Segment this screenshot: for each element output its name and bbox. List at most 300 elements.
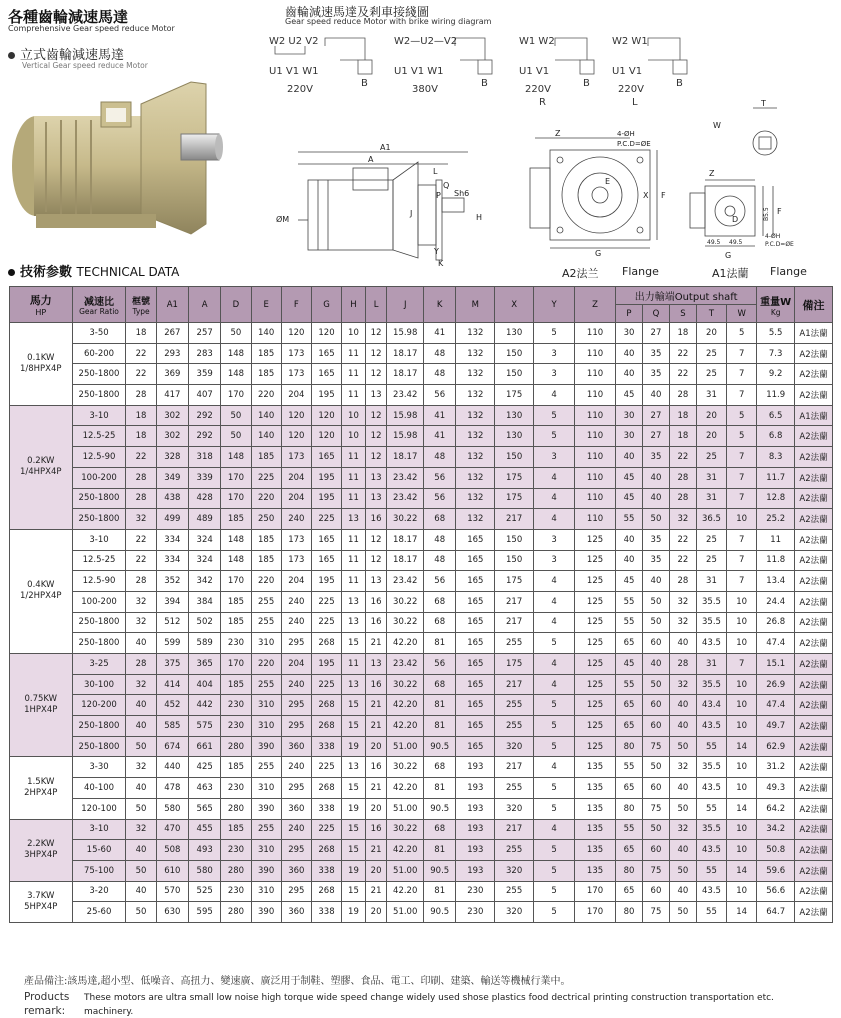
table-cell: 175: [495, 488, 534, 509]
table-cell: 7: [727, 467, 757, 488]
table-cell: 10: [342, 405, 366, 426]
table-cell: 12: [365, 364, 387, 385]
col-shaft: W: [727, 305, 757, 323]
table-cell: 18: [669, 323, 696, 344]
table-cell: 30.22: [387, 757, 424, 778]
table-row: [10, 881, 833, 902]
table-cell: 11: [342, 550, 366, 571]
table-cell: 185: [251, 364, 281, 385]
table-cell: 148: [221, 529, 251, 550]
table-cell: 130: [495, 323, 534, 344]
table-cell: 60: [642, 881, 669, 902]
table-cell: 7.3: [757, 343, 795, 364]
note-cell: A2法蘭: [795, 881, 833, 902]
table-cell: 65: [616, 633, 643, 654]
table-cell: 10: [727, 612, 757, 633]
table-cell: 43.5: [696, 840, 726, 861]
table-cell: 175: [495, 571, 534, 592]
table-cell: 14: [727, 860, 757, 881]
table-cell: 18: [669, 426, 696, 447]
table-cell: 55: [696, 798, 726, 819]
table-cell: 50: [126, 736, 156, 757]
table-cell: 310: [251, 695, 281, 716]
table-cell: 30.22: [387, 509, 424, 530]
hp-cell: 0.2KW 1/4HPX4P: [10, 405, 73, 529]
table-cell: 13: [365, 571, 387, 592]
table-row: [10, 343, 833, 364]
remark-en: These motors are ultra small low noise high torque wide speed change widely used shose plastics food dectrical printing construction transportation etc. machinery.: [84, 993, 774, 1017]
table-cell: 15.98: [387, 426, 424, 447]
table-cell: 40: [669, 840, 696, 861]
table-cell: 150: [495, 343, 534, 364]
table-cell: 60: [642, 778, 669, 799]
table-cell: 230: [221, 716, 251, 737]
table-cell: 4: [534, 757, 575, 778]
table-cell: 4: [534, 612, 575, 633]
table-cell: 7: [727, 343, 757, 364]
table-cell: 5: [534, 840, 575, 861]
table-cell: 10: [727, 819, 757, 840]
table-cell: 165: [456, 550, 495, 571]
table-cell: 204: [281, 467, 311, 488]
table-cell: 230: [221, 695, 251, 716]
table-cell: 35: [642, 529, 669, 550]
table-cell: 49.7: [757, 716, 795, 737]
dim-label: Z: [709, 169, 715, 178]
table-cell: 220: [251, 571, 281, 592]
table-cell: 5: [534, 633, 575, 654]
table-cell: 35: [642, 364, 669, 385]
table-cell: 324: [189, 529, 221, 550]
table-cell: 125: [575, 736, 616, 757]
table-cell: 4: [534, 509, 575, 530]
table-cell: 390: [251, 736, 281, 757]
table-cell: 22: [669, 343, 696, 364]
table-row: [10, 612, 833, 633]
table-cell: 40: [126, 840, 156, 861]
table-cell: 7: [727, 385, 757, 406]
table-cell: 3-10: [72, 819, 126, 840]
table-cell: 14: [727, 798, 757, 819]
table-body: [10, 323, 833, 923]
table-cell: 170: [221, 385, 251, 406]
table-cell: 185: [221, 819, 251, 840]
table-cell: 22: [126, 447, 156, 468]
table-cell: 22: [669, 529, 696, 550]
table-cell: 132: [456, 426, 495, 447]
table-cell: 148: [221, 447, 251, 468]
note-cell: A2法蘭: [795, 591, 833, 612]
col-dim: G: [311, 287, 341, 323]
dim-label: P: [436, 191, 441, 200]
table-cell: 185: [251, 343, 281, 364]
table-cell: 27: [642, 405, 669, 426]
table-cell: 28: [126, 571, 156, 592]
table-cell: 32: [126, 819, 156, 840]
table-cell: 359: [189, 364, 221, 385]
note-cell: A2法蘭: [795, 385, 833, 406]
table-cell: 22: [669, 550, 696, 571]
col-output-shaft: 出力輸端Output shaft: [616, 287, 757, 305]
table-cell: 27: [642, 426, 669, 447]
col-dim: Z: [575, 287, 616, 323]
table-cell: 25: [696, 447, 726, 468]
table-cell: 25-60: [72, 902, 126, 923]
table-cell: 125: [575, 550, 616, 571]
table-cell: 10: [727, 840, 757, 861]
bullet-icon: [8, 269, 15, 276]
wiring-diagram-220v-r: [515, 30, 605, 110]
table-cell: 3-10: [72, 405, 126, 426]
table-cell: 81: [424, 716, 456, 737]
table-cell: 140: [251, 426, 281, 447]
table-cell: 42.20: [387, 778, 424, 799]
table-cell: 75-100: [72, 860, 126, 881]
table-cell: 3-50: [72, 323, 126, 344]
table-cell: 12.5-25: [72, 550, 126, 571]
table-cell: 40: [642, 571, 669, 592]
dim-label: K: [438, 259, 444, 268]
table-cell: 40: [642, 654, 669, 675]
table-cell: 81: [424, 633, 456, 654]
table-cell: 55: [616, 757, 643, 778]
table-cell: 43.5: [696, 633, 726, 654]
table-row: [10, 447, 833, 468]
wiring-voltage: 380V: [412, 84, 438, 95]
dim-label: A: [368, 155, 374, 164]
small-flange-drawing: [685, 98, 835, 258]
table-cell: 43.5: [696, 778, 726, 799]
table-cell: 4: [534, 385, 575, 406]
table-cell: 7: [727, 529, 757, 550]
col-dim: M: [456, 287, 495, 323]
note-cell: A2法蘭: [795, 633, 833, 654]
dim-label: ØM: [276, 215, 290, 224]
table-cell: 59.6: [757, 860, 795, 881]
table-cell: 185: [251, 447, 281, 468]
table-cell: 170: [221, 571, 251, 592]
table-cell: 48: [424, 447, 456, 468]
table-cell: 12.5-90: [72, 447, 126, 468]
table-cell: 310: [251, 716, 281, 737]
table-row: [10, 571, 833, 592]
table-cell: 10: [727, 695, 757, 716]
table-cell: 135: [575, 778, 616, 799]
table-cell: 22: [126, 364, 156, 385]
table-cell: 65: [616, 881, 643, 902]
table-cell: 230: [221, 778, 251, 799]
table-cell: 338: [311, 736, 341, 757]
table-cell: 225: [311, 612, 341, 633]
table-cell: 217: [495, 591, 534, 612]
table-cell: 110: [575, 385, 616, 406]
table-row: [10, 405, 833, 426]
dim-label: W: [713, 121, 721, 130]
table-cell: 170: [575, 881, 616, 902]
table-cell: 23.42: [387, 571, 424, 592]
dim-label: P.C.D=ØE: [617, 140, 651, 148]
table-cell: 185: [221, 757, 251, 778]
note-cell: A2法蘭: [795, 674, 833, 695]
dim-label: X: [643, 191, 649, 200]
table-cell: 610: [156, 860, 188, 881]
dim-label: 49.5: [707, 239, 721, 246]
table-cell: 5: [534, 736, 575, 757]
table-row: [10, 591, 833, 612]
table-cell: 240: [281, 612, 311, 633]
col-shaft: T: [696, 305, 726, 323]
table-cell: 440: [156, 757, 188, 778]
table-cell: 15-60: [72, 840, 126, 861]
table-cell: 302: [156, 405, 188, 426]
wiring-top: W2 U2 V2: [269, 36, 319, 47]
flange-a2-en-label: Flange: [622, 265, 659, 278]
table-cell: 50: [221, 426, 251, 447]
table-row: [10, 488, 833, 509]
table-row: [10, 529, 833, 550]
table-cell: 132: [456, 364, 495, 385]
table-cell: 175: [495, 654, 534, 675]
table-cell: 3: [534, 364, 575, 385]
table-cell: 173: [281, 550, 311, 571]
table-cell: 320: [495, 736, 534, 757]
table-cell: 165: [311, 343, 341, 364]
table-cell: 384: [189, 591, 221, 612]
dim-label: T: [761, 99, 766, 108]
table-cell: 64.2: [757, 798, 795, 819]
table-cell: 40-100: [72, 778, 126, 799]
table-cell: 512: [156, 612, 188, 633]
page-title: 各種齒輪減速馬達: [8, 8, 129, 26]
note-cell: A2法蘭: [795, 509, 833, 530]
table-cell: 7: [727, 654, 757, 675]
table-cell: 18.17: [387, 550, 424, 571]
table-cell: 185: [221, 591, 251, 612]
note-cell: A1法蘭: [795, 323, 833, 344]
table-cell: 165: [456, 612, 495, 633]
table-cell: 32: [669, 674, 696, 695]
table-cell: 13: [365, 385, 387, 406]
table-cell: 318: [189, 447, 221, 468]
table-cell: 40: [616, 550, 643, 571]
table-cell: 45: [616, 571, 643, 592]
table-cell: 595: [189, 902, 221, 923]
table-cell: 21: [365, 695, 387, 716]
table-cell: 120-100: [72, 798, 126, 819]
table-cell: 193: [456, 757, 495, 778]
table-cell: 90.5: [424, 798, 456, 819]
table-cell: 50: [642, 509, 669, 530]
table-cell: 11: [342, 385, 366, 406]
table-cell: 13: [365, 654, 387, 675]
table-cell: 110: [575, 343, 616, 364]
table-cell: 11: [342, 364, 366, 385]
table-cell: 425: [189, 757, 221, 778]
table-cell: 51.00: [387, 736, 424, 757]
table-cell: 8.3: [757, 447, 795, 468]
col-hp: 馬力 HP: [10, 287, 73, 323]
table-cell: 132: [456, 343, 495, 364]
table-cell: 4: [534, 674, 575, 695]
table-cell: 5: [727, 405, 757, 426]
table-row: [10, 467, 833, 488]
table-cell: 50: [221, 405, 251, 426]
dim-label: Q: [443, 181, 450, 190]
table-cell: 295: [281, 716, 311, 737]
flange-a1-label: A1法蘭: [712, 267, 749, 280]
table-cell: 11.9: [757, 385, 795, 406]
remark-en-label: Products remark:: [24, 991, 70, 1017]
table-cell: 65: [616, 778, 643, 799]
table-cell: 48: [424, 529, 456, 550]
table-cell: 280: [221, 902, 251, 923]
table-cell: 50: [126, 860, 156, 881]
table-cell: 30: [616, 323, 643, 344]
note-cell: A2法蘭: [795, 571, 833, 592]
table-cell: 40: [616, 529, 643, 550]
table-cell: 32: [126, 674, 156, 695]
table-cell: 19: [342, 902, 366, 923]
note-cell: A2法蘭: [795, 654, 833, 675]
table-cell: 32: [669, 591, 696, 612]
table-cell: 12.5-90: [72, 571, 126, 592]
wiring-top: W1 W2: [519, 36, 555, 47]
table-cell: 50: [669, 798, 696, 819]
table-cell: 360: [281, 736, 311, 757]
note-cell: A2法蘭: [795, 736, 833, 757]
table-cell: 470: [156, 819, 188, 840]
dim-label: J: [410, 209, 413, 218]
table-cell: 28: [669, 488, 696, 509]
table-cell: 120: [311, 405, 341, 426]
table-cell: 165: [456, 736, 495, 757]
dim-label: Sh6: [454, 189, 470, 198]
table-cell: 31: [696, 571, 726, 592]
table-cell: 250: [251, 509, 281, 530]
table-cell: 40: [642, 467, 669, 488]
table-cell: 230: [221, 633, 251, 654]
table-cell: 22: [126, 343, 156, 364]
page-subtitle: Comprehensive Gear speed reduce Motor: [8, 24, 175, 33]
table-cell: 599: [156, 633, 188, 654]
table-cell: 13: [365, 467, 387, 488]
table-cell: 40: [642, 488, 669, 509]
note-cell: A1法蘭: [795, 405, 833, 426]
table-cell: 3-30: [72, 757, 126, 778]
table-cell: 565: [189, 798, 221, 819]
table-cell: 173: [281, 343, 311, 364]
table-cell: 204: [281, 488, 311, 509]
wiring-brake: B: [361, 78, 368, 89]
wiring-voltage: 220V: [287, 84, 313, 95]
table-cell: 217: [495, 612, 534, 633]
table-cell: 255: [495, 840, 534, 861]
table-cell: 585: [156, 716, 188, 737]
table-cell: 280: [221, 798, 251, 819]
table-cell: 110: [575, 426, 616, 447]
table-cell: 30-100: [72, 674, 126, 695]
table-cell: 230: [456, 881, 495, 902]
table-cell: 40: [616, 364, 643, 385]
note-cell: A2法蘭: [795, 488, 833, 509]
col-dim: Y: [534, 287, 575, 323]
table-cell: 16: [365, 757, 387, 778]
table-cell: 5.5: [757, 323, 795, 344]
col-ratio: 减速比 Gear Ratio: [72, 287, 126, 323]
table-cell: 150: [495, 364, 534, 385]
table-cell: 21: [365, 716, 387, 737]
table-cell: 110: [575, 447, 616, 468]
table-cell: 56: [424, 488, 456, 509]
table-cell: 75: [642, 798, 669, 819]
table-cell: 132: [456, 509, 495, 530]
table-cell: 32: [126, 757, 156, 778]
table-cell: 375: [156, 654, 188, 675]
wiring-brake: B: [481, 78, 488, 89]
table-row: [10, 695, 833, 716]
wiring-dir: R: [539, 97, 546, 108]
table-cell: 132: [456, 447, 495, 468]
table-cell: 130: [495, 405, 534, 426]
table-cell: 173: [281, 364, 311, 385]
table-cell: 42.20: [387, 695, 424, 716]
table-cell: 295: [281, 695, 311, 716]
table-cell: 575: [189, 716, 221, 737]
table-cell: 60-200: [72, 343, 126, 364]
table-cell: 50: [642, 757, 669, 778]
table-cell: 250-1800: [72, 385, 126, 406]
hp-cell: 0.1KW 1/8HPX4P: [10, 323, 73, 406]
table-cell: 60: [642, 716, 669, 737]
wiring-bottom: U1 V1 W1: [394, 66, 444, 77]
table-cell: 20: [696, 323, 726, 344]
table-cell: 250-1800: [72, 488, 126, 509]
table-cell: 165: [456, 571, 495, 592]
table-cell: 21: [365, 881, 387, 902]
table-cell: 21: [365, 778, 387, 799]
table-cell: 5: [534, 695, 575, 716]
table-cell: 250-1800: [72, 716, 126, 737]
table-cell: 125: [575, 633, 616, 654]
table-cell: 20: [696, 405, 726, 426]
table-cell: 100-200: [72, 467, 126, 488]
dim-label: 4-ØH: [617, 130, 635, 138]
table-cell: 31: [696, 385, 726, 406]
table-cell: 125: [575, 529, 616, 550]
note-cell: A2法蘭: [795, 840, 833, 861]
table-cell: 50: [642, 612, 669, 633]
wiring-brake: B: [676, 78, 683, 89]
table-cell: 35: [642, 550, 669, 571]
table-cell: 16: [365, 591, 387, 612]
table-cell: 302: [156, 426, 188, 447]
table-cell: 28: [126, 385, 156, 406]
table-cell: 26.8: [757, 612, 795, 633]
note-cell: A2法蘭: [795, 798, 833, 819]
table-cell: 13: [365, 488, 387, 509]
table-cell: 165: [311, 364, 341, 385]
table-cell: 250-1800: [72, 633, 126, 654]
table-cell: 280: [221, 736, 251, 757]
table-cell: 193: [456, 798, 495, 819]
table-cell: 185: [251, 550, 281, 571]
table-cell: 414: [156, 674, 188, 695]
table-cell: 90.5: [424, 736, 456, 757]
table-cell: 90.5: [424, 902, 456, 923]
table-cell: 3: [534, 343, 575, 364]
table-cell: 360: [281, 860, 311, 881]
table-cell: 268: [311, 840, 341, 861]
